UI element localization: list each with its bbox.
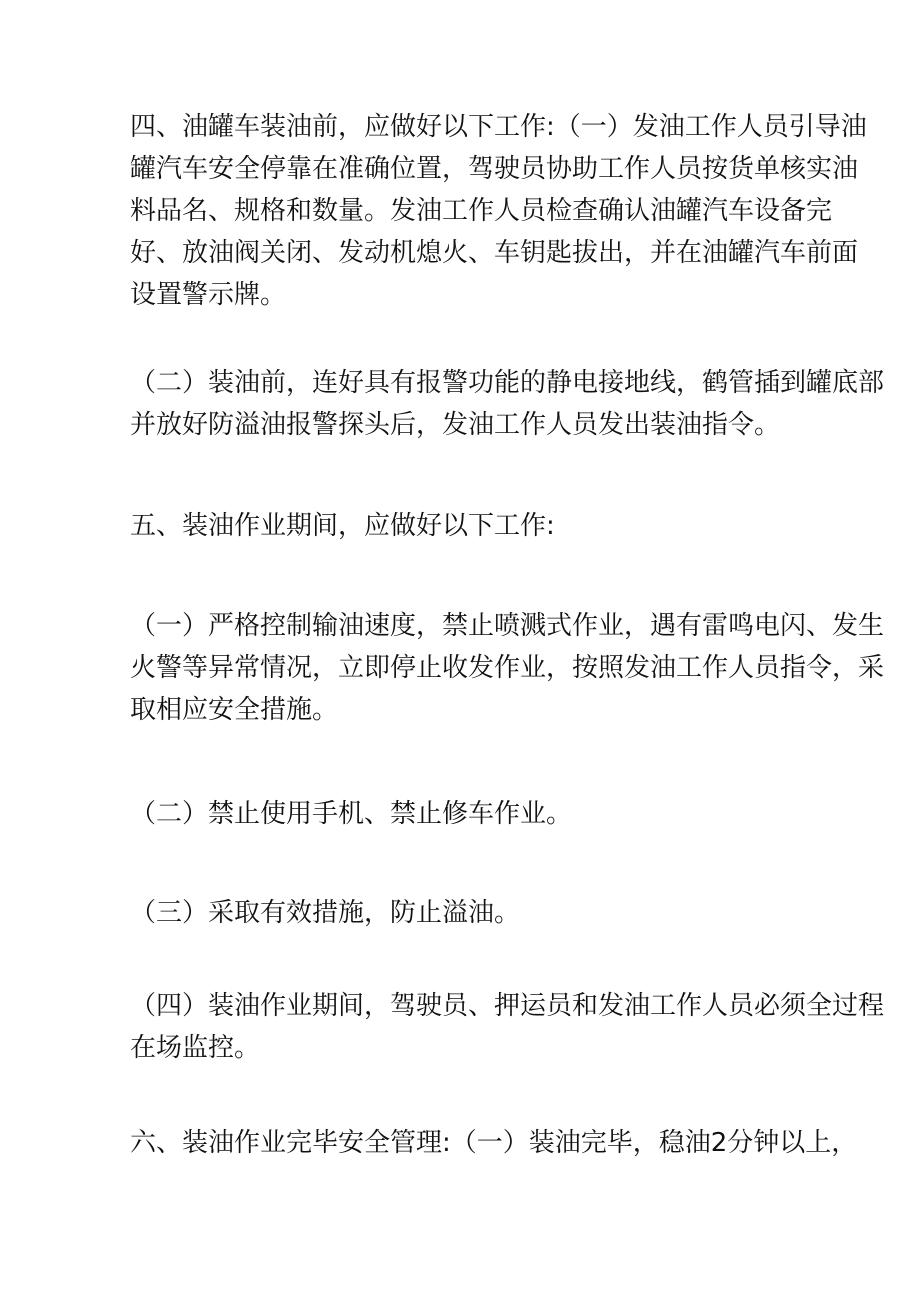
paragraph-section-four [130,106,867,316]
text-line: （二）禁止使用手机、禁止修车作业。 [130,799,573,829]
paragraph-section-five-heading [130,505,800,547]
text-line: 好、放油阀关闭、发动机熄火、车钥匙拔出，并在油罐汽车前面 [130,238,859,268]
text-line: 取相应安全措施。 [130,695,339,725]
text-line: 设置警示牌。 [130,280,287,310]
text-line: 料品名、规格和数量。发油工作人员检查确认油罐汽车设备完 [130,196,833,226]
text-line: （四）装油作业期间，驾驶员、押运员和发油工作人员必须全过程 [130,991,885,1021]
text-line: 罐汽车安全停靠在准确位置，驾驶员协助工作人员按货单核实油 [130,154,859,184]
text-line: 五、装油作业期间，应做好以下工作: [130,511,555,541]
paragraph-section-five-item-three [130,892,800,934]
text-line: 四、油罐车装油前，应做好以下工作:（一）发油工作人员引导油 [130,112,867,142]
paragraph-section-four-item-two [130,362,885,446]
paragraph-section-five-item-four [130,985,885,1069]
paragraph-section-six [130,1122,858,1164]
text-line: 在场监控。 [130,1033,261,1063]
text-line: （一）严格控制输油速度，禁止喷溅式作业，遇有雷鸣电闪、发生 [130,611,885,641]
paragraph-section-five-item-one [130,605,885,731]
text-line: 火警等异常情况，立即停止收发作业，按照发油工作人员指令，采 [130,653,885,683]
text-line: 并放好防溢油报警探头后，发油工作人员发出装油指令。 [130,410,781,440]
text-line: 六、装油作业完毕安全管理:（一）装油完毕，稳油2分钟以上， [130,1128,858,1158]
text-line: （二）装油前，连好具有报警功能的静电接地线，鹤管插到罐底部 [130,368,885,398]
text-line: （三）采取有效措施，防止溢油。 [130,898,521,928]
paragraph-section-five-item-two [130,793,800,835]
